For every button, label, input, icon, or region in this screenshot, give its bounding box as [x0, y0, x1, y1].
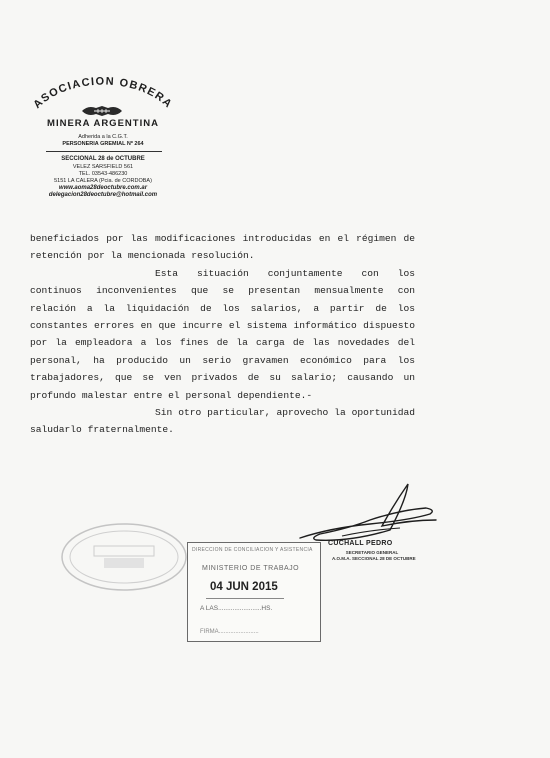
- stamp-ministry-text: MINISTERIO DE TRABAJO: [202, 565, 300, 572]
- address-text: VELEZ SARSFIELD 561: [72, 164, 134, 170]
- adherida-text: Adherida a la C.G.T.: [78, 134, 128, 140]
- org-name: MINERA ARGENTINA: [47, 118, 159, 129]
- signer-name: CUCHALL PEDRO: [328, 540, 393, 547]
- letterhead-divider: [46, 151, 162, 152]
- signer-section: A.O.M.A. SECCIONAL 28 DE OCTUBRE: [332, 556, 416, 561]
- body-paragraph-3: Sin otro particular, aprovecho la oportunidad saludarlo fraternalmente.: [30, 407, 415, 436]
- signer-role: SECRETARIO GENERAL: [345, 550, 399, 555]
- ministry-stamp: [187, 542, 321, 642]
- stamp-date: 04 JUN 2015: [210, 581, 278, 593]
- website-text: www.aoma28deoctubre.com.ar: [58, 185, 148, 191]
- email-text: delegacion28deoctubre@hotmail.com: [48, 192, 158, 198]
- stamp-signature-field: FIRMA........................: [200, 629, 259, 635]
- union-seal: [60, 522, 188, 592]
- stamp-time-field: A LAS........................HS.: [200, 605, 273, 612]
- stamp-divider: [206, 598, 284, 599]
- arc-title-text: ASOCIACION OBRERA: [31, 75, 175, 112]
- letter-body: [30, 230, 415, 439]
- phone-text: TEL. 03543-486230: [78, 171, 128, 177]
- seccional-text: SECCIONAL 28 de OCTUBRE: [61, 156, 145, 162]
- body-paragraph-2: Esta situación conjuntamente con los continuos inconvenientes que se presentan mensualmente con relación a la liquidación de los salarios, a partir de los constantes errores en que incurre el sistema informático dispuesto por la empleadora a los fines de la carga de las novedades del personal, ha producido un serio gravamen económico para los trabajadores, que se ven privados de su salario; causando un profundo malestar entre el personal dependiente.-: [30, 267, 415, 401]
- personeria-text: PERSONERIA GREMIAL Nº 264: [62, 141, 144, 147]
- body-paragraph-1: beneficiados por las modificaciones introducidas en el régimen de retención por la mencionada resolución.: [30, 233, 415, 262]
- stamp-direction-text: DIRECCION DE CONCILIACION Y ASISTENCIA: [192, 547, 313, 553]
- city-text: 5151 LA CALERA (Pcia. de CORDOBA): [54, 178, 152, 184]
